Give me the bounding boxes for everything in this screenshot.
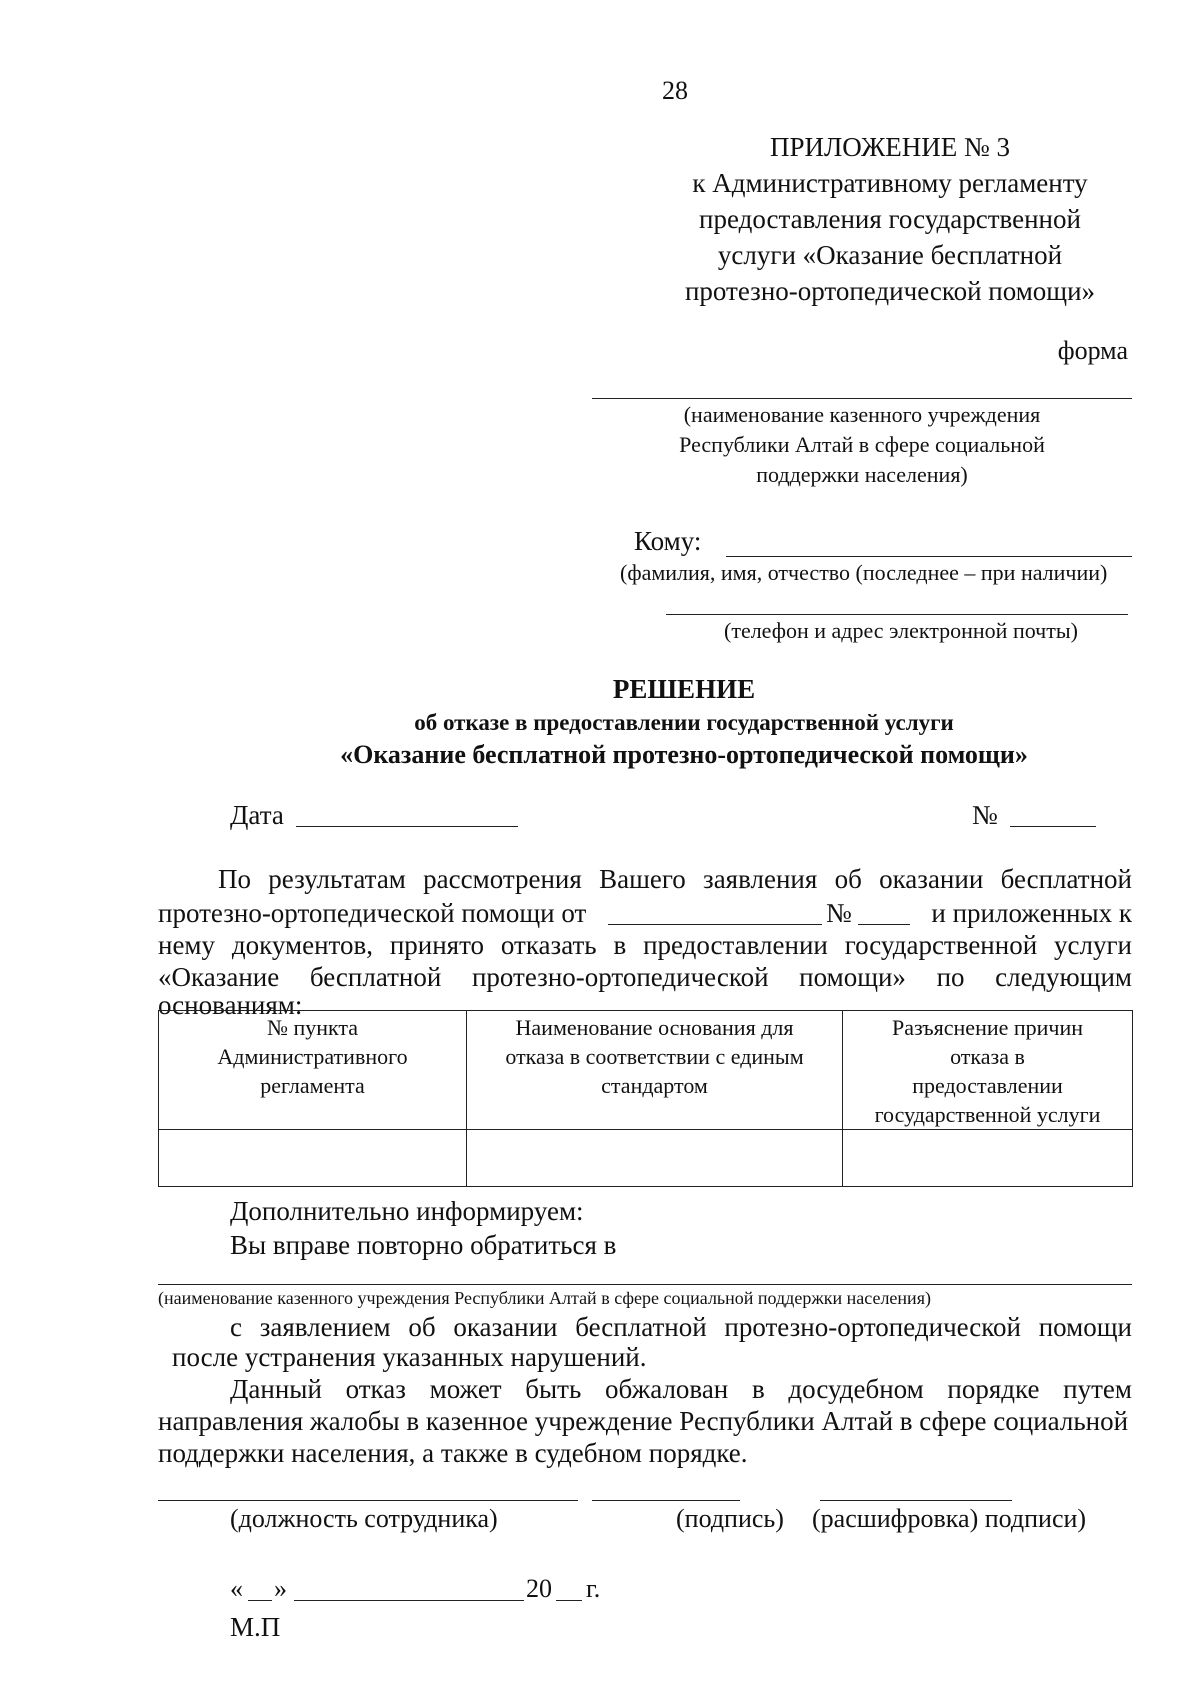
institution-caption-small: (наименование казенного учреждения Республики Алтай в сфере социальной поддержки населения) (158, 1288, 931, 1308)
appendix-line: предоставления государственной (699, 204, 1081, 234)
institution-name-line (158, 1284, 1132, 1285)
position-caption: (должность сотрудника) (230, 1504, 498, 1533)
body-line: № (826, 898, 852, 928)
appendix-line: услуги «Оказание бесплатной (717, 240, 1063, 270)
table-cell (843, 1130, 1133, 1187)
body-line: «Оказание бесплатной протезно-ортопедической помощи» по следующим (158, 962, 1132, 992)
decision-subheading: об отказе в предоставлении государственной услуги (414, 710, 954, 735)
date-open-quote: « (230, 1574, 243, 1603)
institution-caption: (наименование казенного учреждения (683, 402, 1041, 427)
application-number-line (858, 924, 910, 925)
table-header-row (159, 1011, 1133, 1130)
appendix-line: протезно-ортопедической помощи» (684, 276, 1096, 306)
body-line: нему документов, принято отказать в предоставлении государственной услуги (158, 930, 1132, 960)
institution-blank-line (592, 398, 1132, 399)
month-blank-line (294, 1600, 524, 1601)
decision-heading: РЕШЕНИЕ (612, 674, 756, 704)
recipient-label: Кому: (634, 526, 702, 556)
number-blank-line (1010, 826, 1096, 827)
year-blank-line (556, 1600, 582, 1601)
table-row (159, 1130, 1133, 1187)
appeal-line: поддержки населения, а также в судебном порядке. (158, 1438, 748, 1468)
number-label: № (972, 800, 998, 830)
day-blank-line (248, 1600, 272, 1601)
additional-line: Вы вправе повторно обратиться в (230, 1230, 617, 1260)
form-label: форма (1057, 336, 1128, 365)
decoding-blank-line (820, 1500, 1012, 1501)
recipient-name-caption: (фамилия, имя, отчество (последнее – при наличии) (620, 560, 1108, 585)
grounds-table (158, 1010, 1133, 1187)
appeal-line: Данный отказ может быть обжалован в досудебном порядке путем (230, 1374, 1132, 1404)
decoding-caption: (расшифровка) подписи) (812, 1504, 1087, 1533)
recipient-name-line (726, 556, 1132, 557)
body-line: и приложенных к (931, 898, 1132, 928)
table-header-cell: Наименование основания для отказа в соответствии с единым стандартом (467, 1011, 843, 1130)
recipient-contact-line (666, 614, 1128, 615)
date-blank-line (296, 826, 518, 827)
table-cell (467, 1130, 843, 1187)
table-header-cell: № пункта Административного регламента (159, 1011, 467, 1130)
date-label: Дата (230, 800, 284, 830)
body-line: основаниям: (158, 990, 303, 1020)
date-close-quote: » (274, 1574, 287, 1603)
additional-line: Дополнительно информируем: (230, 1196, 584, 1226)
appeal-line: направления жалобы в казенное учреждение Республики Алтай в сфере социальной (158, 1406, 1129, 1436)
signature-blank-line (592, 1500, 740, 1501)
appendix-title: ПРИЛОЖЕНИЕ № 3 (769, 132, 1011, 162)
recipient-contact-caption: (телефон и адрес электронной почты) (724, 618, 1078, 643)
table-cell (159, 1130, 467, 1187)
application-date-line (608, 924, 822, 925)
decision-subheading: «Оказание бесплатной протезно-ортопедической помощи» (340, 740, 1028, 769)
year-prefix: 20 (526, 1574, 552, 1603)
additional-line: с заявлением об оказании бесплатной протезно-ортопедической помощи (230, 1312, 1132, 1342)
institution-caption: Республики Алтай в сфере социальной (679, 432, 1045, 457)
position-blank-line (158, 1500, 578, 1501)
year-suffix: г. (586, 1574, 601, 1603)
stamp-label: М.П (230, 1612, 281, 1642)
page-number: 28 (662, 76, 688, 105)
body-line: По результатам рассмотрения Вашего заявления об оказании бесплатной (218, 864, 1132, 894)
institution-caption: поддержки населения) (756, 462, 968, 487)
appendix-line: к Административному регламенту (692, 168, 1088, 198)
signature-caption: (подпись) (676, 1504, 784, 1533)
additional-line: после устранения указанных нарушений. (172, 1342, 647, 1372)
body-line: протезно-ортопедической помощи от (158, 898, 587, 928)
table-header-cell: Разъяснение причин отказа в предоставлении государственной услуги (843, 1011, 1133, 1130)
